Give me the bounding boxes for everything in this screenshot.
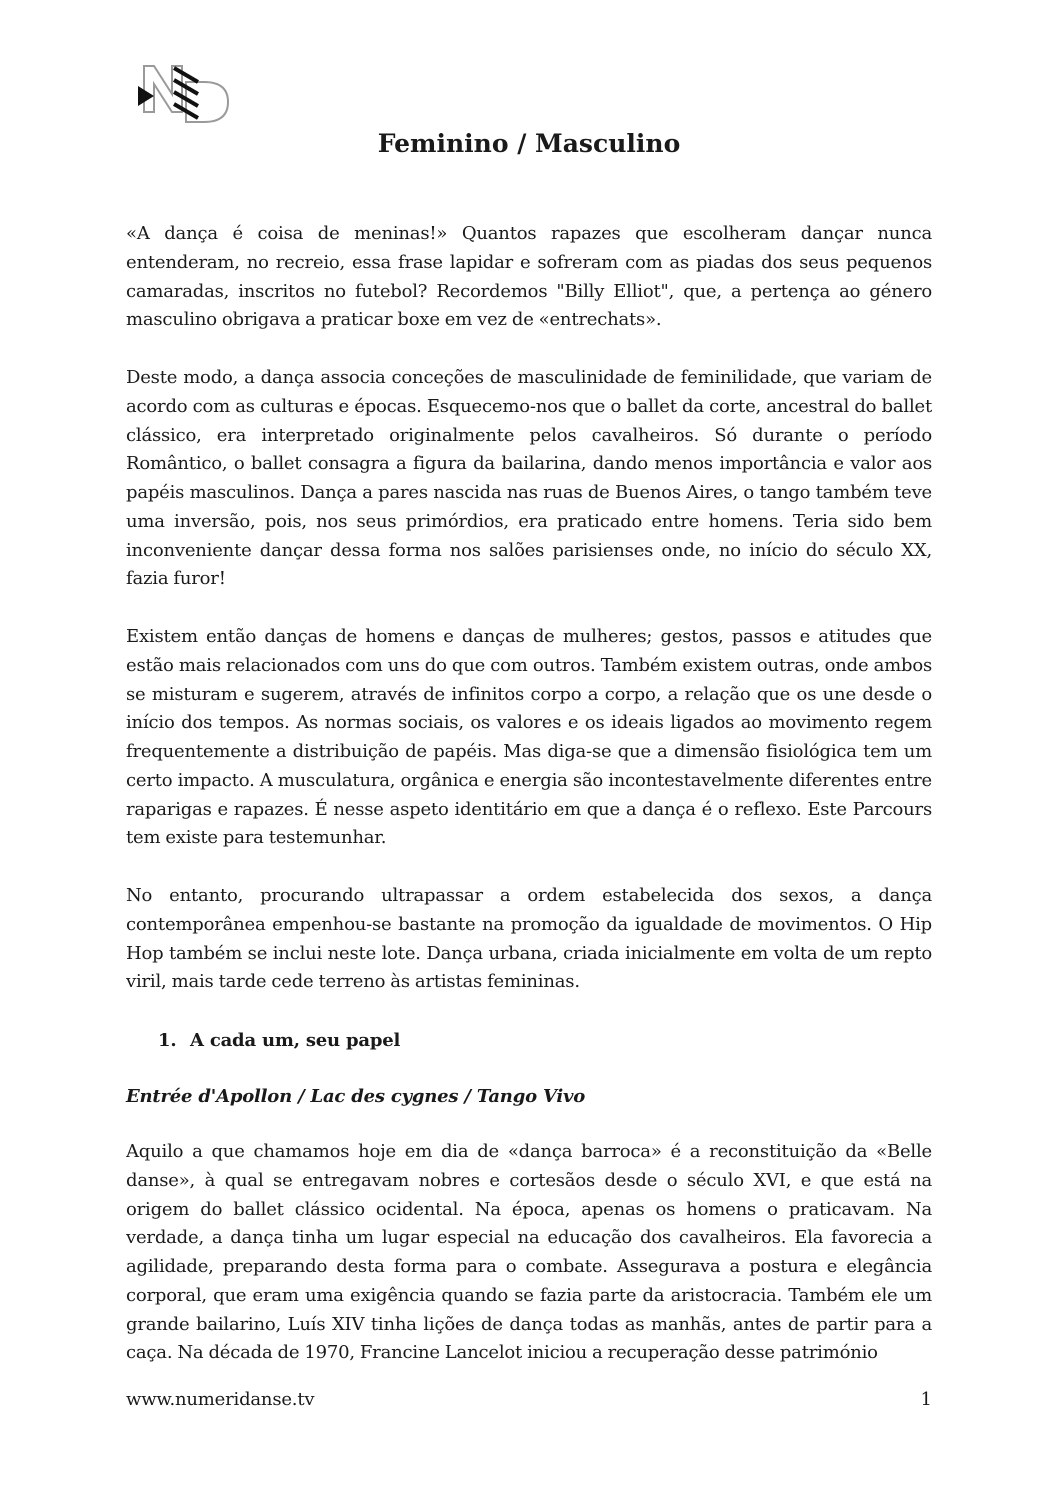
intro-paragraph: «A dança é coisa de meninas!» Quantos rapazes que escolheram dançar nunca entenderam, no recreio, essa frase lapidar e sofreram com as piadas dos seus pequenos camaradas, inscritos no futebol? Recordemos "Billy Elliot", que, a pertença ao género masculino obrigava a praticar boxe em vez de «entrechats». [126, 223, 932, 331]
section-heading [126, 1026, 932, 1055]
document-body [126, 220, 932, 1368]
section-heading-text: A cada um, seu papel [190, 1030, 401, 1051]
footer-url: www.numeridanse.tv [126, 1389, 315, 1410]
numeridanse-logo [134, 62, 234, 126]
section-number: 1. [158, 1030, 177, 1051]
section-subheading: Entrée d'Apollon / Lac des cygnes / Tango Vivo [126, 1086, 586, 1107]
section-paragraph: Aquilo a que chamamos hoje em dia de «dança barroca» é a reconstituição da «Belle danse», à qual se entregavam nobres e cortesãos desde o século XVI, e que está na origem do ballet clássico ocidental. Na época, apenas os homens o praticavam. Na verdade, a dança tinha um lugar especial na educação dos cavalheiros. Ela favorecia a agilidade, preparando desta forma para o combate. Assegurava a postura e elegância corporal, que eram uma exigência quando se fazia parte da aristocracia. Também ele um grande bailarino, Luís XIV tinha lições de dança todas as manhãs, antes de partir para a caça. Na década de 1970, Francine Lancelot iniciou a recuperação desse património [126, 1141, 932, 1364]
page-number: 1 [920, 1389, 932, 1410]
logo-mark-icon [134, 62, 234, 126]
page-title: Feminino / Masculino [377, 129, 681, 158]
body-paragraph: Deste modo, a dança associa conceções de masculinidade de feminilidade, que variam de acordo com as culturas e épocas. Esquecemo-nos que o ballet da corte, ancestral do ballet clássico, era interpretado originalmente pelos cavalheiros. Só durante o período Romântico, o ballet consagra a figura da bailarina, dando menos importância e valor aos papéis masculinos. Dança a pares nascida nas ruas de Buenos Aires, o tango também teve uma inversão, pois, nos seus primórdios, era praticado entre homens. Teria sido bem inconveniente dançar dessa forma nos salões parisienses onde, no início do século XX, fazia furor! [126, 367, 932, 590]
body-paragraph: No entanto, procurando ultrapassar a ordem estabelecida dos sexos, a dança contemporânea empenhou-se bastante na promoção da igualdade de movimentos. O Hip Hop também se inclui neste lote. Dança urbana, criada inicialmente em volta de um repto viril, mais tarde cede terreno às artistas femininas. [126, 885, 932, 993]
body-paragraph: Existem então danças de homens e danças de mulheres; gestos, passos e atitudes que estão mais relacionados com uns do que com outros. Também existem outras, onde ambos se misturam e sugerem, através de infinitos corpo a corpo, a relação que os une desde o início dos tempos. As normas sociais, os valores e os ideais ligados ao movimento regem frequentemente a distribuição de papéis. Mas diga-se que a dimensão fisiológica tem um certo impacto. A musculatura, orgânica e energia são incontestavelmente diferentes entre raparigas e rapazes. É nesse aspeto identitário em que a dança é o reflexo. Este Parcours tem existe para testemunhar. [126, 626, 932, 849]
